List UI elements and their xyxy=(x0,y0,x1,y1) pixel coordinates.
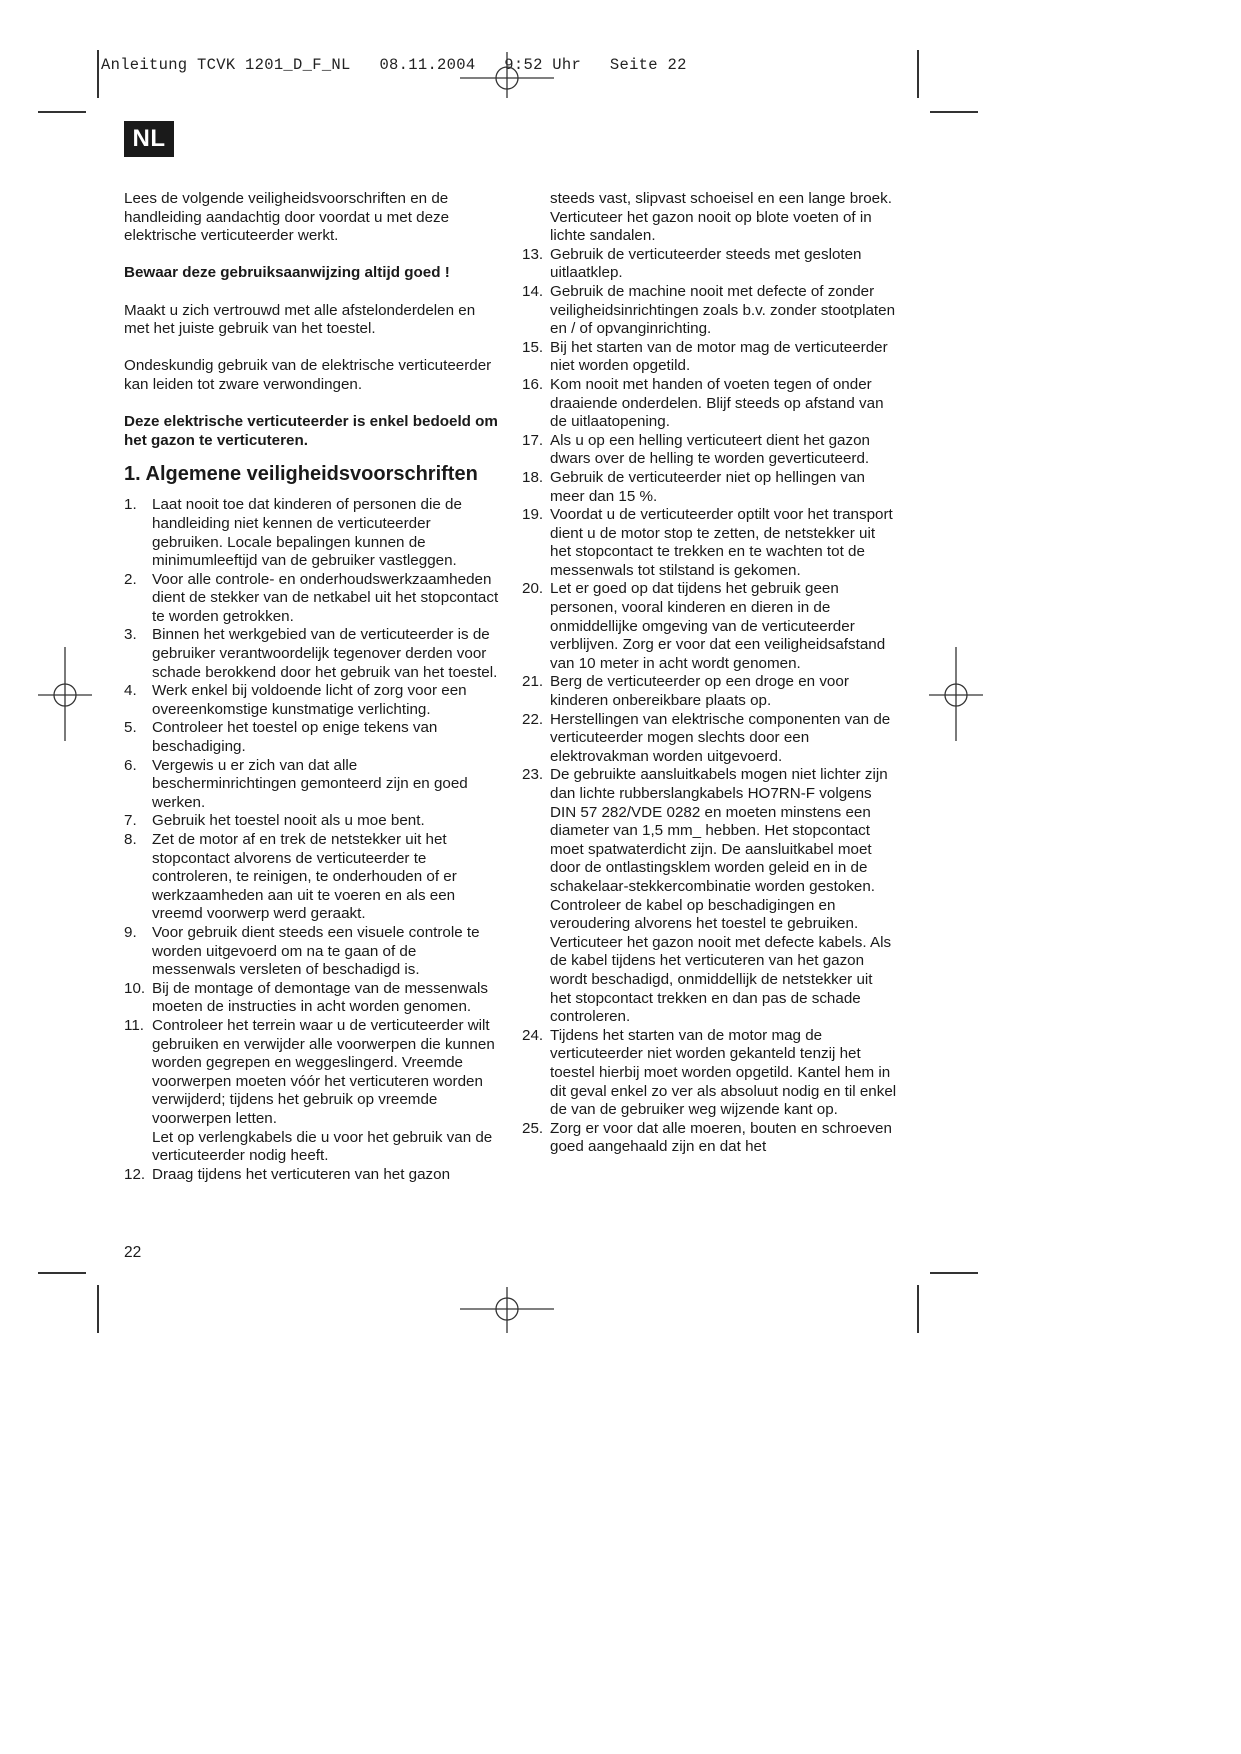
list-item: 3. Binnen het werkgebied van de verticuteerder is de gebruiker verantwoordelijk tegenover derden voor schade berokkend door het gebruik van het toestel. xyxy=(124,626,498,681)
list-item: 7. Gebruik het toestel nooit als u moe bent. xyxy=(124,812,425,830)
list-item: 18. Gebruik de verticuteerder niet op hellingen van meer dan 15 %. xyxy=(522,468,865,505)
list-item: 1. Laat nooit toe dat kinderen of personen die de handleiding niet kennen de verticuteerder gebruiken. Locale bepalingen kunnen de minimumleeftijd van de gebruiker vastleggen. xyxy=(124,496,462,570)
list-item: 5. Controleer het toestel op enige tekens van beschadiging. xyxy=(124,719,438,756)
intro-paragraph-5: Deze elektrische verticuteerder is enkel bedoeld om het gazon te verticuteren. xyxy=(124,413,498,449)
list-item: 15. Bij het starten van de motor mag de verticuteerder niet worden opgetild. xyxy=(522,338,888,375)
list-item: 12. Draag tijdens het verticuteren van het gazon xyxy=(124,1165,451,1183)
intro-paragraph-4: Ondeskundig gebruik van de elektrische verticuteerder kan leiden tot zware verwondingen. xyxy=(124,357,492,393)
list-item: 21. Berg de verticuteerder op een droge en voor kinderen onbereikbare plaats op. xyxy=(522,673,849,710)
intro-paragraph-2: Bewaar deze gebruiksaanwijzing altijd goed ! xyxy=(124,264,450,282)
list-item: 25. Zorg er voor dat alle moeren, bouten en schroeven goed aangehaald zijn en dat het xyxy=(522,1119,892,1156)
crop-mark-top-right-vertical xyxy=(917,50,919,98)
list-item: 23. De gebruikte aansluitkabels mogen niet lichter zijn dan lichte rubberslangkabels HO7RN-F volgens DIN 57 282/VDE 0282 en moeten minstens een diameter van 1,5 mm_ hebben. Het stopcontact moet spatwaterdicht zijn. De aansluitkabel moet door de ontlastingsklem worden geleid en in de schakelaar-stekkercombinatie worden gestoken. Controleer de kabel op beschadigingen en veroudering alvorens het toestel te gebruiken. Verticuteer het gazon nooit met defecte kabels. Als de kabel tijdens het verticuteren van het gazon wordt beschadigd, onmiddellijk de netstekker uit het stopcontact trekken en dan pas de schade controleren. xyxy=(522,766,892,1026)
list-item: Let op verlengkabels die u voor het gebruik van de verticuteerder nodig heeft. xyxy=(152,1128,493,1165)
list-item: 4. Werk enkel bij voldoende licht of zorg voor een overeenkomstige kunstmatige verlichting. xyxy=(124,682,467,718)
list-item: 13. Gebruik de verticuteerder steeds met gesloten uitlaatklep. xyxy=(522,245,862,282)
left-column xyxy=(124,190,499,1184)
list-item: 2. Voor alle controle- en onderhoudswerkzaamheden dient de stekker van de netkabel uit het stopcontact te worden getrokken. xyxy=(124,570,499,625)
crop-mark-bottom-left-horizontal xyxy=(38,1272,86,1274)
list-item: 10. Bij de montage of demontage van de messenwals moeten de instructies in acht worden genomen. xyxy=(124,979,489,1016)
registration-mark-top xyxy=(460,50,560,100)
intro-paragraph-1: Lees de volgende veiligheidsvoorschriften en de handleiding aandachtig door voordat u met deze elektrische verticuteerder werkt. xyxy=(124,190,450,245)
list-item: 14. Gebruik de machine nooit met defecte of zonder veiligheidsinrichtingen zoals b.v. zonder stootplaten en / of opvanginrichting. xyxy=(522,282,896,338)
crop-mark-top-left-horizontal xyxy=(38,111,86,113)
list-item: 22. Herstellingen van elektrische componenten van de verticuteerder mogen slechts door een elektrovakman worden uitgevoerd. xyxy=(522,710,891,765)
registration-mark-left xyxy=(36,645,96,745)
list-item-continuation: steeds vast, slipvast schoeisel en een lange broek. Verticuteer het gazon nooit op blote voeten of in lichte sandalen. xyxy=(550,190,892,245)
crop-mark-top-left-vertical xyxy=(97,50,99,98)
crop-mark-bottom-right-horizontal xyxy=(930,1272,978,1274)
list-item: 24. Tijdens het starten van de motor mag de verticuteerder niet worden gekanteld tenzij het toestel hierbij moet worden opgetild. Kantel hem in dit geval enkel zo ver als absoluut nodig en til enkel de van de gebruiker weg wijzende kant op. xyxy=(522,1026,897,1119)
list-item: 8. Zet de motor af en trek de netstekker uit het stopcontact alvorens de verticuteerder te controleren, te reinigen, te onderhouden of er werkzaamheden aan uit te voeren en als een vreemd voorwerp werd geraakt. xyxy=(124,831,457,923)
list-item: 6. Vergewis u er zich van dat alle bescherminrichtingen gemonteerd zijn en goed werken. xyxy=(124,756,468,811)
crop-mark-bottom-right-vertical xyxy=(917,1285,919,1333)
print-slug: Anleitung TCVK 1201_D_F_NL 08.11.2004 9:52 Uhr Seite 22 xyxy=(101,56,687,74)
crop-mark-bottom-left-vertical xyxy=(97,1285,99,1333)
list-item: 17. Als u op een helling verticuteert dient het gazon dwars over de helling te worden geverticuteerd. xyxy=(522,431,870,468)
right-column xyxy=(522,190,897,1157)
registration-mark-bottom xyxy=(460,1285,560,1335)
crop-mark-top-right-horizontal xyxy=(930,111,978,113)
language-badge: NL xyxy=(124,121,174,157)
list-item: 20. Let er goed op dat tijdens het gebruik geen personen, vooral kinderen en dieren in de onmiddellijke omgeving van de verticuteerder verblijven. Zorg er voor dat een veiligheidsafstand van 10 meter in acht wordt genomen. xyxy=(522,580,886,672)
list-item: 16. Kom nooit met handen of voeten tegen of onder draaiende onderdelen. Blijf steeds op afstand van de uitlaatopening. xyxy=(522,375,884,431)
safety-list-left xyxy=(124,496,499,1184)
list-item: 9. Voor gebruik dient steeds een visuele controle te worden uitgevoerd om na te gaan of de messenwals versleten of beschadigd is. xyxy=(124,923,480,979)
intro-paragraph-3: Maakt u zich vertrouwd met alle afstelonderdelen en met het juiste gebruik van het toestel. xyxy=(124,301,476,338)
list-item: 11. Controleer het terrein waar u de verticuteerder wilt gebruiken en verwijder alle voorwerpen die kunnen worden gegrepen en weggeslingerd. Vreemde voorwerpen moeten vóór het verticuteren worden verwijderd; tijdens het gebruik op vreemde voorwerpen letten. xyxy=(124,1016,495,1127)
safety-list-right xyxy=(522,246,897,1157)
page-number: 22 xyxy=(124,1244,142,1261)
section-heading: 1. Algemene veiligheidsvoorschriften xyxy=(124,463,478,486)
registration-mark-right xyxy=(925,645,985,745)
list-item: 19. Voordat u de verticuteerder optilt voor het transport dient u de motor stop te zetten, de netstekker uit het stopcontact te trekken en te wachten tot de messenwals tot stilstand is gekomen. xyxy=(522,506,893,579)
